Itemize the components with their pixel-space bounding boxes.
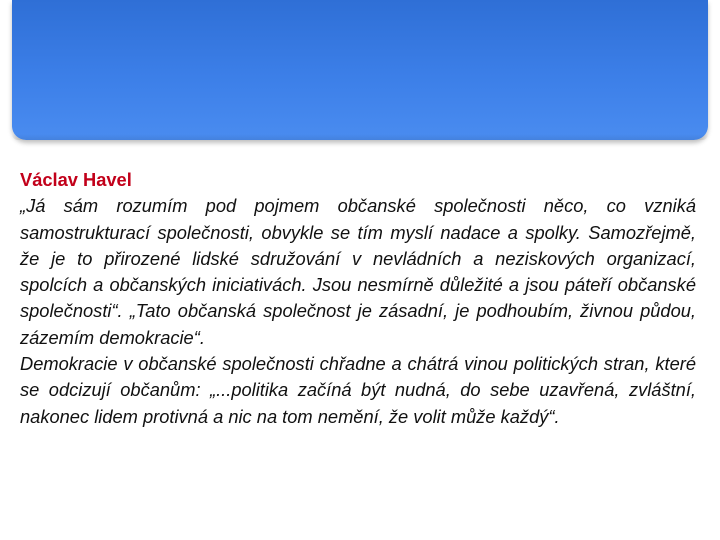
commentary-paragraph: Demokracie v občanské společnosti chřadne a chátrá vinou politických stran, které se odcizují občanům: „...politika začíná být nudná, do sebe uzavřená, zvláštní, nakonec lidem protivná a nic na tom nemění, že volit může každý“. [20, 353, 696, 427]
slide-header-banner [12, 0, 708, 140]
quote-author: Václav Havel [20, 169, 132, 190]
quote-paragraph: „Já sám rozumím pod pojmem občanské společnosti něco, co vzniká samostrukturací společnosti, obvykle se tím myslí nadace a spolky. Samozřejmě, že je to přirozené lidské sdružování v nevládních a neziskových organizací, spolcích a občanských iniciativách. Jsou nesmírně důležité a jsou páteří občanské společnosti“. „Tato občanská společnost je zásadní, je podhoubím, živnou půdou, zázemím demokracie“. [20, 195, 696, 348]
slide-content [20, 167, 696, 430]
